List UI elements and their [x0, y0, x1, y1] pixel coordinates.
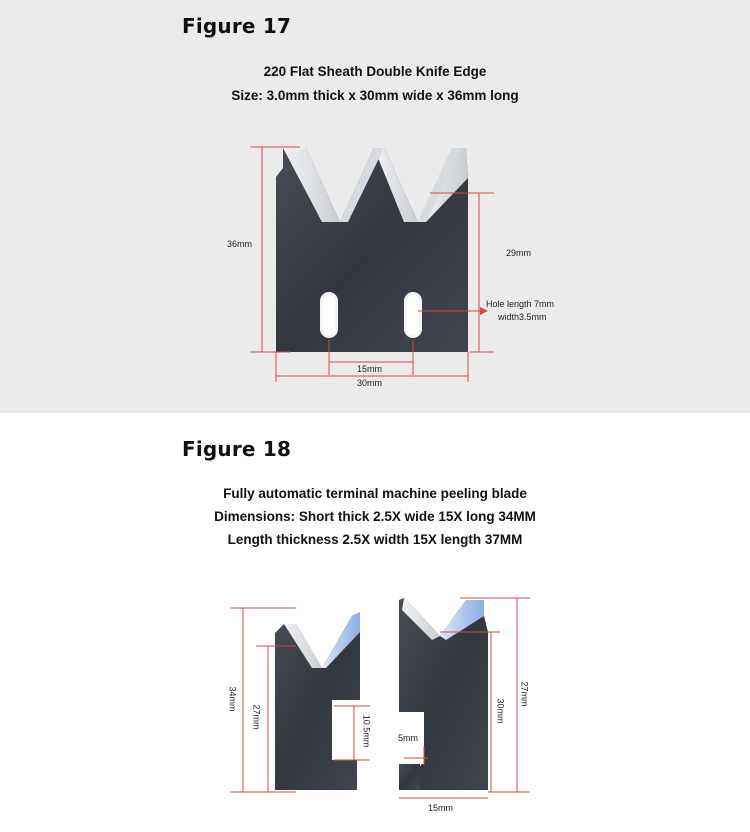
dim-right-total: 27mm	[519, 681, 530, 707]
dim-width-total: 30mm	[357, 378, 383, 388]
figure-18-caption-line1: Fully automatic terminal machine peeling blade	[223, 486, 527, 501]
dim-hole-width: width3.5mm	[498, 312, 547, 322]
dim-height-total: 36mm	[227, 239, 253, 249]
dim-hole-length: Hole length 7mm	[486, 299, 555, 309]
figure-17-caption-line1: 220 Flat Sheath Double Knife Edge	[263, 64, 487, 79]
dim-slot: 10.5mm	[361, 714, 372, 748]
peeling-blade-short	[275, 612, 360, 790]
peeling-blade-long	[399, 598, 488, 790]
figure-18-caption-line3: Length thickness 2.5X width 15X length 37MM	[227, 532, 523, 547]
figure-18-title: Figure 18	[182, 437, 292, 461]
dim-right-inner: 30mm	[495, 698, 506, 724]
dim-left-total: 34mm	[227, 686, 238, 712]
figure-18-caption-line2: Dimensions: Short thick 2.5X wide 15X long 34MM	[214, 509, 536, 524]
dim-notch: 5mm	[398, 733, 418, 743]
dim-height-body: 29mm	[506, 248, 532, 258]
double-knife-blade	[276, 148, 468, 352]
dim-width: 15mm	[428, 803, 454, 813]
figure-17-caption-line2: Size: 3.0mm thick x 30mm wide x 36mm long	[231, 88, 519, 103]
figure-17-title: Figure 17	[182, 14, 292, 38]
dim-hole-spacing: 15mm	[357, 364, 383, 374]
dim-left-inner: 27mm	[251, 704, 262, 730]
